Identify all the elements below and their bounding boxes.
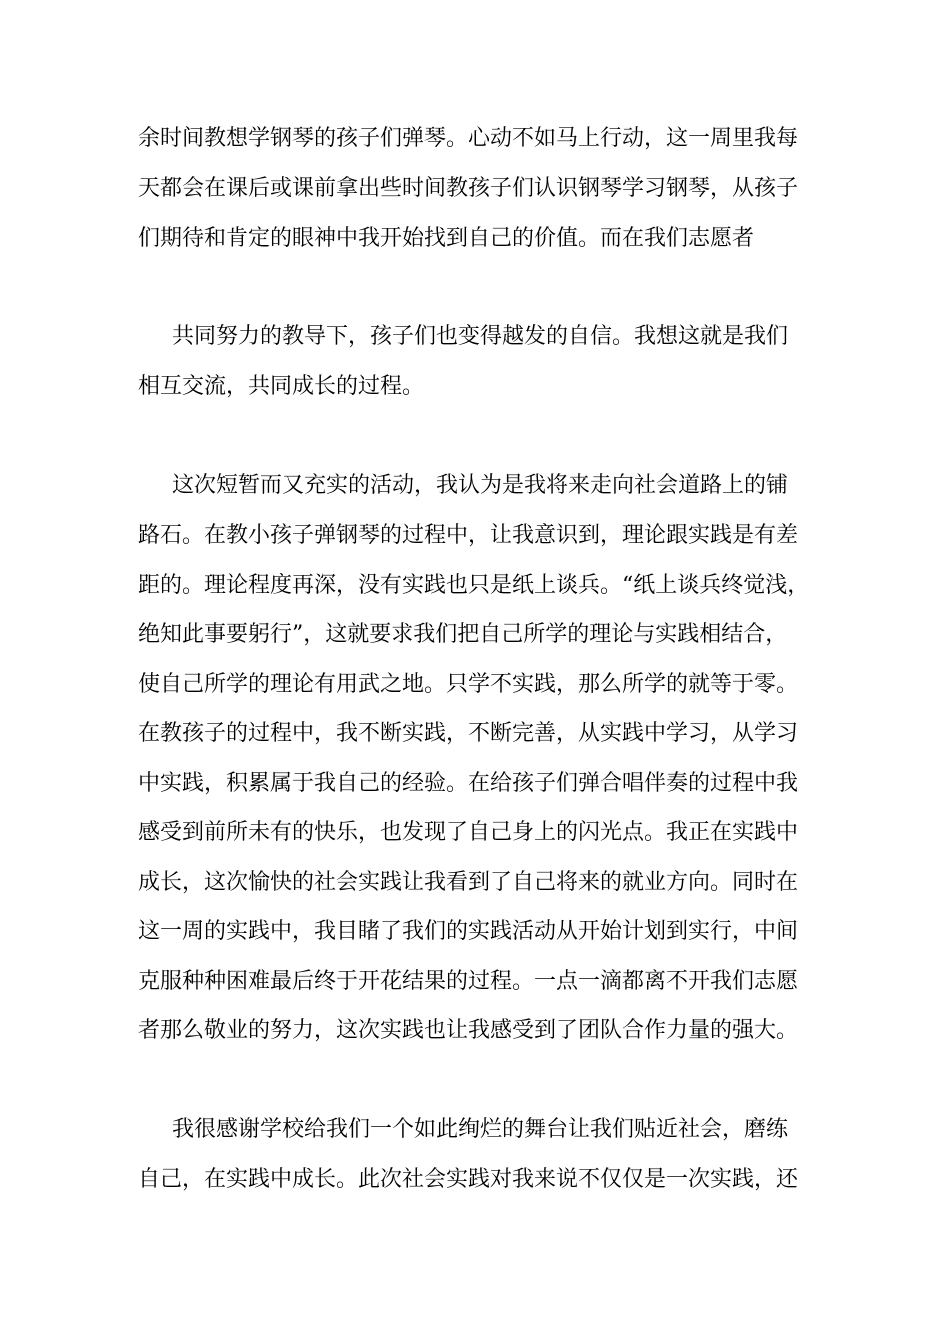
paragraph-1-line-3: 们期待和肯定的眼神中我开始找到自己的价值。而在我们志愿者 xyxy=(138,226,755,251)
paragraph-3-line-6: 在教孩子的过程中，我不断实践，不断完善，从实践中学习，从学习 xyxy=(138,721,799,746)
paragraph-3-line-3: 距的。理论程度再深，没有实践也只是纸上谈兵。“纸上谈兵终觉浅， xyxy=(138,573,810,598)
paragraph-2-line-1: 共同努力的教导下，孩子们也变得越发的自信。我想这就是我们 xyxy=(172,324,789,349)
paragraph-1-line-2: 天都会在课后或课前拿出些时间教孩子们认识钢琴学习钢琴，从孩子 xyxy=(138,176,799,201)
paragraph-3-line-7: 中实践，积累属于我自己的经验。在给孩子们弹合唱伴奏的过程中我 xyxy=(138,771,799,796)
paragraph-4-line-1: 我很感谢学校给我们一个如此绚烂的舞台让我们贴近社会，磨练 xyxy=(172,1117,789,1142)
paragraph-3-line-2: 路石。在教小孩子弹钢琴的过程中，让我意识到，理论跟实践是有差 xyxy=(138,523,799,548)
paragraph-3-line-10: 这一周的实践中，我目睹了我们的实践活动从开始计划到实行，中间 xyxy=(138,919,799,944)
paragraph-1-line-1: 余时间教想学钢琴的孩子们弹琴。心动不如马上行动，这一周里我每 xyxy=(138,126,799,151)
paragraph-3-line-5: 使自己所学的理论有用武之地。只学不实践，那么所学的就等于零。 xyxy=(138,672,799,697)
paragraph-2-line-2: 相互交流，共同成长的过程。 xyxy=(138,374,425,399)
paragraph-3-line-12: 者那么敬业的努力，这次实践也让我感受到了团队合作力量的强大。 xyxy=(138,1018,799,1043)
paragraph-3-line-9: 成长，这次愉快的社会实践让我看到了自己将来的就业方向。同时在 xyxy=(138,870,799,895)
paragraph-3-line-8: 感受到前所未有的快乐，也发现了自己身上的闪光点。我正在实践中 xyxy=(138,820,799,845)
paragraph-3-line-1: 这次短暂而又充实的活动，我认为是我将来走向社会道路上的铺 xyxy=(172,473,789,498)
paragraph-3-line-11: 克服种种困难最后终于开花结果的过程。一点一滴都离不开我们志愿 xyxy=(138,969,799,994)
paragraph-4-line-2: 自己，在实践中成长。此次社会实践对我来说不仅仅是一次实践，还 xyxy=(138,1167,799,1192)
paragraph-3-line-4: 绝知此事要躬行”，这就要求我们把自己所学的理论与实践相结合， xyxy=(138,622,788,647)
